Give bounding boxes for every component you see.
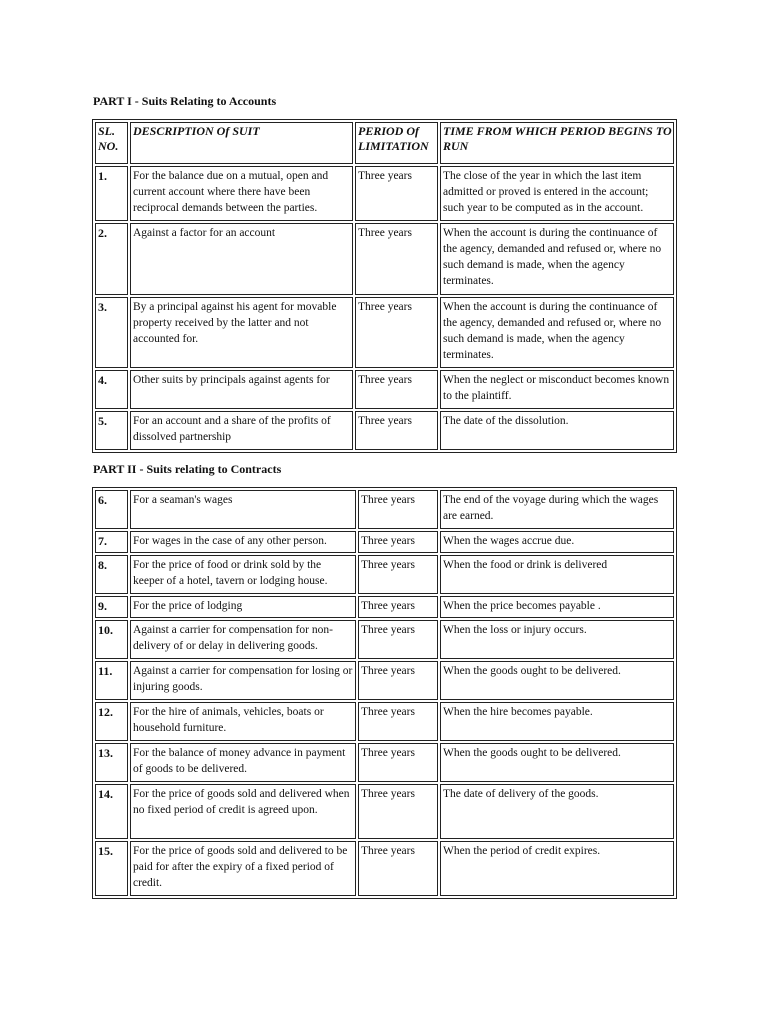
- description-cell: For the balance of money advance in payment of goods to be delivered.: [130, 743, 356, 782]
- sl-no-cell: 11.: [95, 661, 128, 700]
- description-cell: Against a factor for an account: [130, 223, 353, 295]
- description-cell: For a seaman's wages: [130, 490, 356, 529]
- table-row: [95, 166, 674, 221]
- period-cell: Three years: [358, 784, 438, 839]
- table-row: [95, 596, 674, 618]
- header-period: PERIOD Of LIMITATION: [355, 122, 438, 164]
- description-cell: By a principal against his agent for movable property received by the latter and not accounted for.: [130, 297, 353, 368]
- description-cell: Other suits by principals against agents for: [130, 370, 353, 409]
- time-cell: When the price becomes payable .: [440, 596, 674, 618]
- part1-title: PART I - Suits Relating to Accounts: [93, 94, 277, 108]
- table-row: [95, 784, 674, 839]
- time-cell: When the food or drink is delivered: [440, 555, 674, 594]
- sl-no-cell: 9.: [95, 596, 128, 618]
- table-row: [95, 411, 674, 450]
- period-cell: Three years: [358, 702, 438, 741]
- sl-no-cell: 7.: [95, 531, 128, 553]
- part2-title: PART II - Suits relating to Contracts: [93, 462, 282, 476]
- time-cell: The end of the voyage during which the wages are earned.: [440, 490, 674, 529]
- sl-no-cell: 12.: [95, 702, 128, 741]
- time-cell: When the goods ought to be delivered.: [440, 743, 674, 782]
- sl-no-cell: 14.: [95, 784, 128, 839]
- time-cell: When the wages accrue due.: [440, 531, 674, 553]
- time-cell: The close of the year in which the last item admitted or proved is entered in the account; such year to be computed as in the account.: [440, 166, 674, 221]
- period-cell: Three years: [358, 743, 438, 782]
- period-cell: Three years: [355, 166, 438, 221]
- period-cell: Three years: [355, 411, 438, 450]
- period-cell: Three years: [355, 223, 438, 295]
- time-cell: When the period of credit expires.: [440, 841, 674, 896]
- time-cell: When the account is during the continuance of the agency, demanded and refused or, where no such demand is made, when the agency terminates.: [440, 297, 674, 368]
- description-cell: For the price of food or drink sold by the keeper of a hotel, tavern or lodging house.: [130, 555, 356, 594]
- period-cell: Three years: [355, 370, 438, 409]
- description-cell: For the hire of animals, vehicles, boats or household furniture.: [130, 702, 356, 741]
- header-time: TIME FROM WHICH PERIOD BEGINS TO RUN: [440, 122, 674, 164]
- sl-no-cell: 10.: [95, 620, 128, 659]
- sl-no-cell: 15.: [95, 841, 128, 896]
- description-cell: For the balance due on a mutual, open and current account where there have been reciprocal demands between the parties.: [130, 166, 353, 221]
- table-row: [95, 743, 674, 782]
- period-cell: Three years: [358, 555, 438, 594]
- description-cell: Against a carrier for compensation for non-delivery of or delay in delivering goods.: [130, 620, 356, 659]
- table-header-row: [95, 122, 674, 164]
- description-cell: For the price of lodging: [130, 596, 356, 618]
- period-cell: Three years: [358, 490, 438, 529]
- part2-table: [92, 487, 677, 899]
- description-cell: For an account and a share of the profits of dissolved partnership: [130, 411, 353, 450]
- table-row: [95, 490, 674, 529]
- header-description: DESCRIPTION Of SUIT: [130, 122, 353, 164]
- description-cell: For the price of goods sold and delivered when no fixed period of credit is agreed upon.: [130, 784, 356, 839]
- table-row: [95, 370, 674, 409]
- time-cell: The date of the dissolution.: [440, 411, 674, 450]
- table-row: [95, 841, 674, 896]
- period-cell: Three years: [358, 841, 438, 896]
- header-sl-no: SL. NO.: [95, 122, 128, 164]
- sl-no-cell: 13.: [95, 743, 128, 782]
- time-cell: When the neglect or misconduct becomes known to the plaintiff.: [440, 370, 674, 409]
- sl-no-cell: 5.: [95, 411, 128, 450]
- time-cell: When the hire becomes payable.: [440, 702, 674, 741]
- table-row: [95, 702, 674, 741]
- table-row: [95, 297, 674, 368]
- time-cell: When the loss or injury occurs.: [440, 620, 674, 659]
- sl-no-cell: 2.: [95, 223, 128, 295]
- part1-table: [92, 119, 677, 453]
- time-cell: When the goods ought to be delivered.: [440, 661, 674, 700]
- period-cell: Three years: [355, 297, 438, 368]
- table-row: [95, 620, 674, 659]
- table-row: [95, 661, 674, 700]
- sl-no-cell: 8.: [95, 555, 128, 594]
- period-cell: Three years: [358, 661, 438, 700]
- sl-no-cell: 6.: [95, 490, 128, 529]
- description-cell: For the price of goods sold and delivered to be paid for after the expiry of a fixed period of credit.: [130, 841, 356, 896]
- time-cell: When the account is during the continuance of the agency, demanded and refused or, where no such demand is made, when the agency terminates.: [440, 223, 674, 295]
- description-cell: Against a carrier for compensation for losing or injuring goods.: [130, 661, 356, 700]
- period-cell: Three years: [358, 531, 438, 553]
- time-cell: The date of delivery of the goods.: [440, 784, 674, 839]
- sl-no-cell: 4.: [95, 370, 128, 409]
- period-cell: Three years: [358, 620, 438, 659]
- table-row: [95, 223, 674, 295]
- table-row: [95, 555, 674, 594]
- period-cell: Three years: [358, 596, 438, 618]
- description-cell: For wages in the case of any other person.: [130, 531, 356, 553]
- sl-no-cell: 3.: [95, 297, 128, 368]
- sl-no-cell: 1.: [95, 166, 128, 221]
- table-row: [95, 531, 674, 553]
